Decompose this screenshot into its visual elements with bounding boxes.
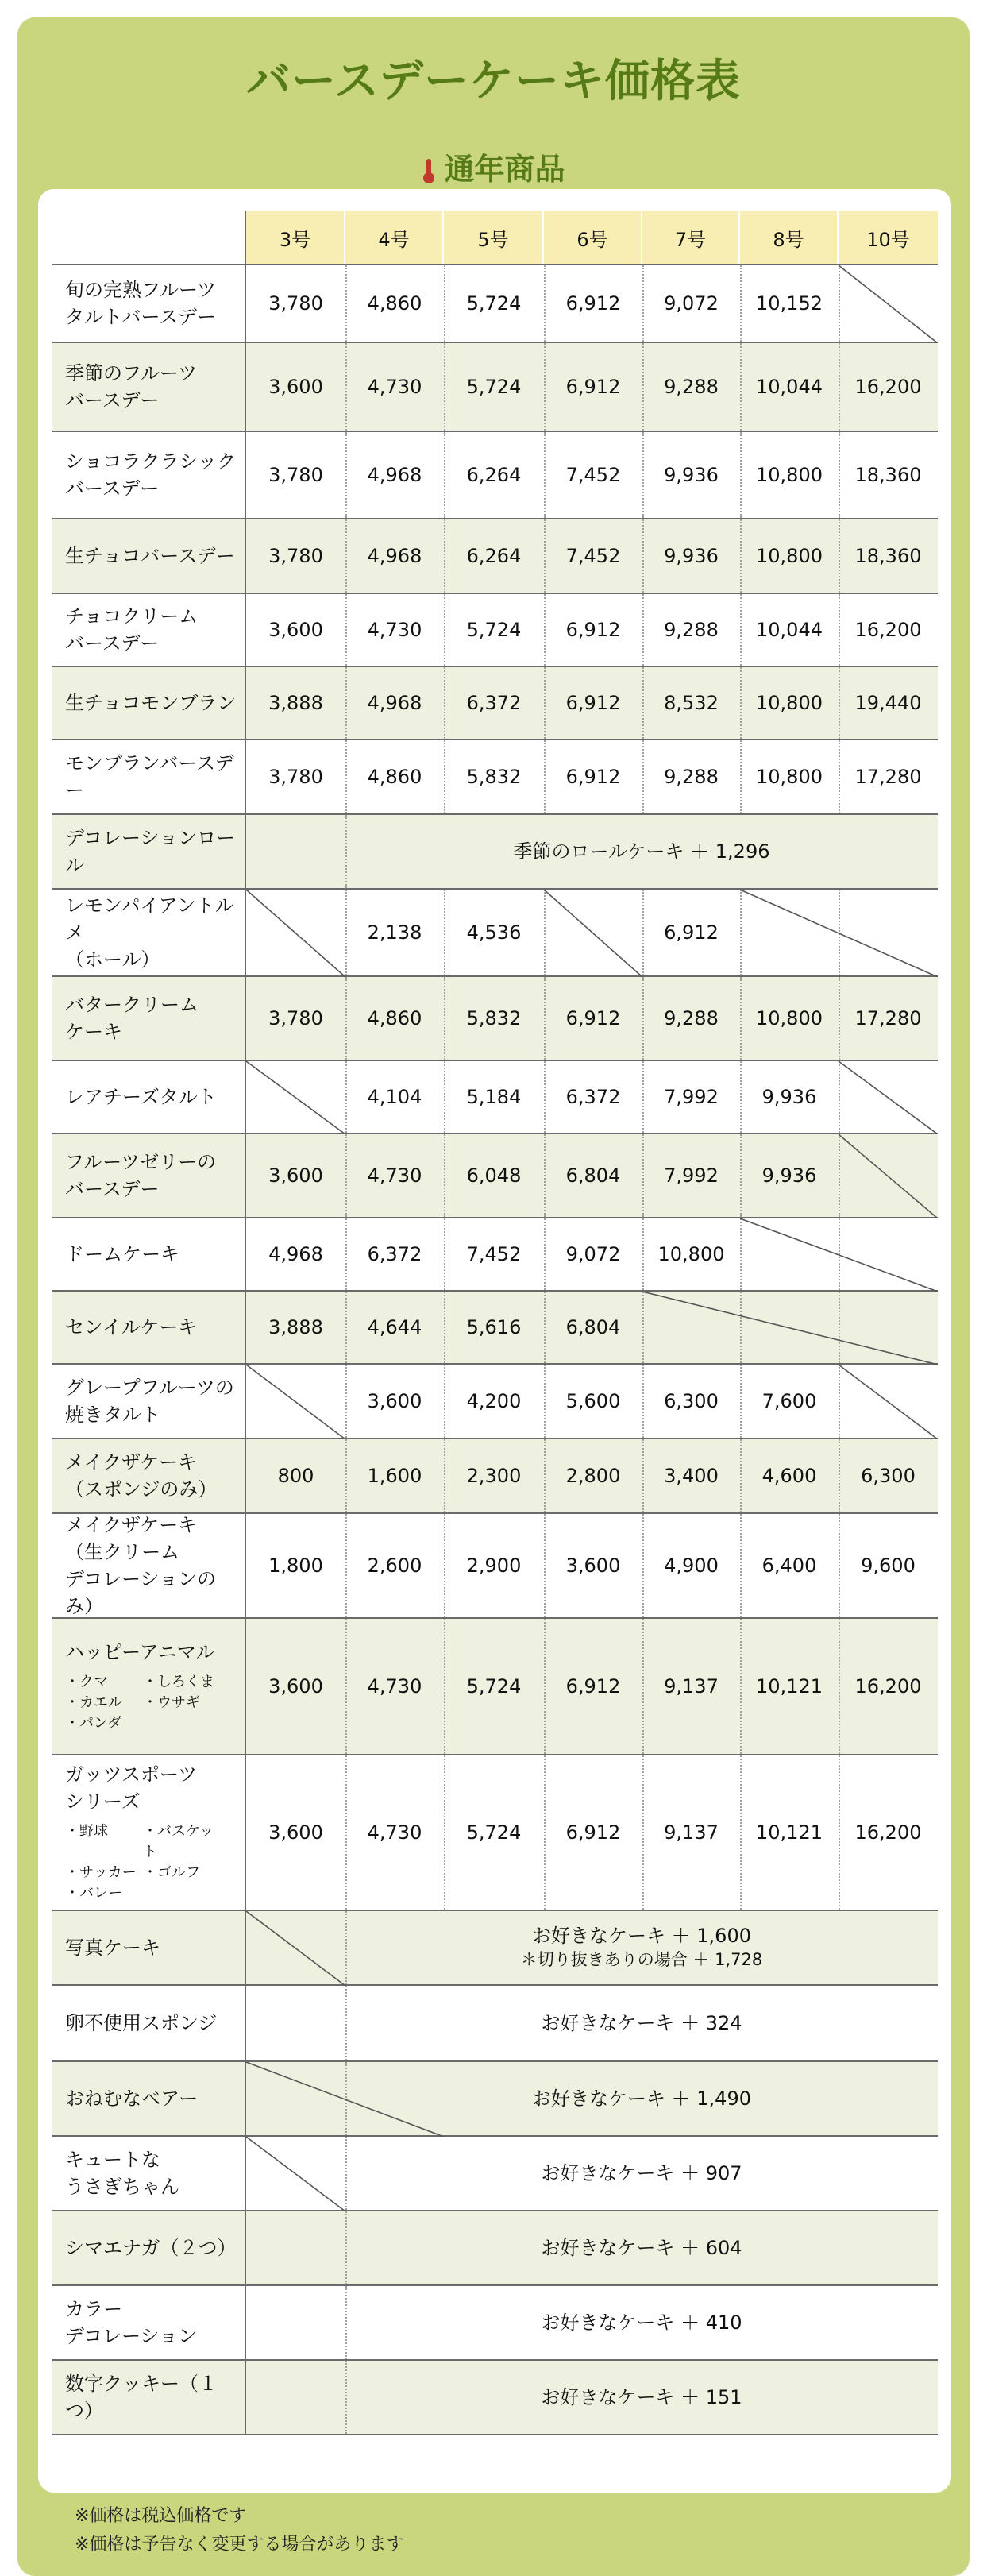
table-row: [52, 2137, 938, 2211]
addon-price-line: ＊切り抜きありの場合 ＋ 1,728: [520, 1950, 763, 1969]
unavailable-marks: [52, 890, 938, 977]
product-name-line: ショコラクラシック: [65, 450, 237, 473]
addon-price-line: お好きなケーキ ＋ 604: [541, 2237, 742, 2259]
price-cell: 7,452: [565, 545, 621, 567]
table-row: [52, 1061, 938, 1134]
price-cell: 16,200: [854, 619, 922, 641]
addon-price: [345, 2361, 938, 2434]
subtitle-text: 通年商品: [444, 152, 565, 187]
price-cell: 7,452: [565, 464, 621, 486]
variant-item: ・カエル: [65, 1694, 122, 1711]
price-cell: 6,372: [565, 1086, 621, 1108]
product-name-line: メイクザケーキ: [65, 1451, 198, 1473]
product-name-line: （スポンジのみ）: [65, 1478, 218, 1500]
product-name-line: 数字クッキー（１つ）: [65, 2373, 218, 2422]
unavailable-marks: [52, 1292, 938, 1365]
unavailable-diagonal: [839, 265, 938, 343]
price-cell: 7,600: [761, 1390, 817, 1412]
unavailable-marks: [52, 1061, 938, 1134]
unavailable-marks: [52, 2137, 938, 2211]
price-cell: 3,780: [268, 766, 323, 788]
price-cell: 6,912: [565, 766, 621, 788]
table-row: [52, 2361, 938, 2435]
product-variants: [65, 1672, 245, 1734]
price-cell: 5,184: [466, 1086, 522, 1108]
product-name-line: 焼きタルト: [65, 1404, 160, 1426]
product-name-line: カラー: [65, 2298, 122, 2320]
price-cell: 6,300: [664, 1390, 719, 1412]
price-cell: 4,730: [367, 619, 422, 641]
product-name-line: 写真ケーキ: [65, 1937, 160, 1959]
product-name: [52, 667, 246, 739]
price-cell: 4,968: [367, 545, 422, 567]
price-cell: 2,300: [466, 1465, 522, 1487]
price-cell: 10,800: [756, 545, 823, 567]
unavailable-diagonal: [246, 1911, 345, 1986]
unavailable-marks: [52, 1365, 938, 1439]
price-cell: 9,072: [664, 292, 719, 315]
price-cell: 4,536: [466, 921, 522, 944]
thermometer-icon: [422, 157, 436, 184]
price-cell: 5,724: [466, 376, 522, 398]
variant-item: ・パンダ: [65, 1715, 122, 1732]
product-name-line: シリーズ: [65, 1790, 141, 1813]
unavailable-marks: [52, 1911, 938, 1986]
product-name-line: チョコクリーム: [65, 605, 199, 628]
size-header: 10号: [839, 211, 938, 264]
price-cell: 6,264: [466, 464, 522, 486]
addon-price-line: お好きなケーキ ＋ 324: [541, 2012, 742, 2034]
addon-price-line: 季節のロールケーキ ＋ 1,296: [513, 840, 770, 863]
price-cell: 10,152: [756, 292, 823, 315]
product-name: [52, 1619, 246, 1754]
price-cell: 6,912: [565, 619, 621, 641]
addon-price: [345, 2286, 938, 2359]
unavailable-marks: [52, 2062, 938, 2137]
product-name: [52, 1439, 246, 1512]
price-cell: 16,200: [854, 1821, 922, 1844]
addon-price-line: お好きなケーキ ＋ 1,600: [532, 1925, 751, 1947]
product-name-line: おねむなベアー: [65, 2087, 199, 2110]
unavailable-diagonal: [839, 1134, 938, 1218]
price-cell: 3,400: [664, 1465, 719, 1487]
price-cell: 6,912: [664, 921, 719, 944]
product-name-line: バタークリーム: [65, 994, 199, 1016]
product-name: [52, 1986, 246, 2060]
price-cell: 2,800: [565, 1465, 621, 1487]
unavailable-diagonal: [246, 890, 345, 977]
price-cell: 9,936: [761, 1086, 817, 1108]
unavailable-marks: [52, 1218, 938, 1292]
table-row: [52, 432, 938, 519]
price-cell: 10,800: [756, 692, 823, 714]
price-cell: 4,730: [367, 1821, 422, 1844]
variant-item: ・バレー: [65, 1885, 122, 1902]
table-row: [52, 519, 938, 594]
product-name: [52, 343, 246, 431]
size-header: 8号: [740, 211, 839, 264]
price-cell: 10,121: [756, 1675, 823, 1697]
price-cell: 8,532: [664, 692, 719, 714]
price-cell: 10,044: [756, 376, 823, 398]
page-title: バースデーケーキ価格表: [245, 56, 742, 107]
price-cell: 17,280: [854, 1007, 922, 1029]
size-header: 3号: [246, 211, 345, 264]
product-name-line: デコレーション: [65, 2325, 198, 2347]
product-variants: [65, 1821, 245, 1904]
price-cell: 9,936: [664, 545, 719, 567]
product-name-line: （生クリーム: [65, 1541, 179, 1563]
footer-note: ※価格は税込価格です: [75, 2506, 247, 2526]
table-row: [52, 1365, 938, 1439]
variant-item: ・サッカー: [65, 1864, 137, 1881]
price-cell: 7,452: [466, 1243, 522, 1265]
size-header: 4号: [345, 211, 444, 264]
price-cell: 10,044: [756, 619, 823, 641]
table-row: [52, 890, 938, 977]
price-cell: 16,200: [854, 1675, 922, 1697]
price-cell: 9,288: [664, 376, 719, 398]
unavailable-marks: [52, 265, 938, 343]
unavailable-diagonal: [839, 1365, 938, 1439]
product-name-line: 生チョコモンブラン: [65, 692, 237, 714]
price-cell: 4,730: [367, 376, 422, 398]
table-row: [52, 2286, 938, 2361]
table-row: [52, 1911, 938, 1986]
product-name-line: デコレーションのみ）: [65, 1568, 217, 1617]
table-row: [52, 815, 938, 890]
section-subtitle: [17, 145, 970, 188]
unavailable-diagonal: [740, 890, 938, 977]
price-cell: 4,968: [367, 692, 422, 714]
price-cell: 9,137: [664, 1821, 719, 1844]
price-cell: 3,780: [268, 292, 323, 315]
table-row: [52, 1439, 938, 1514]
product-name: [52, 2211, 246, 2284]
price-cell: 4,968: [268, 1243, 323, 1265]
price-cell: 3,600: [367, 1390, 422, 1412]
addon-price: [345, 1986, 938, 2060]
unavailable-diagonal: [839, 1061, 938, 1134]
product-name-line: グレープフルーツの: [65, 1377, 234, 1399]
price-cell: 6,912: [565, 376, 621, 398]
price-cell: 7,992: [664, 1164, 719, 1187]
product-name-line: バースデー: [65, 632, 160, 655]
product-name-line: メイクザケーキ: [65, 1514, 198, 1536]
price-cell: 3,600: [565, 1554, 621, 1577]
variant-item: ・ゴルフ: [143, 1864, 200, 1881]
price-cell: 3,780: [268, 464, 323, 486]
price-cell: 6,912: [565, 292, 621, 315]
product-name-line: バースデー: [65, 389, 160, 411]
price-cell: 7,992: [664, 1086, 719, 1108]
price-cell: 5,724: [466, 1821, 522, 1844]
table-row: [52, 667, 938, 740]
table-row: [52, 1619, 938, 1755]
table-row: [52, 2062, 938, 2137]
unavailable-diagonal: [246, 2062, 444, 2137]
addon-price-line: お好きなケーキ ＋ 1,490: [532, 2087, 751, 2110]
size-header: 7号: [642, 211, 740, 264]
price-cell: 3,600: [268, 1675, 323, 1697]
price-cell: 4,860: [367, 1007, 422, 1029]
price-cell: 9,936: [761, 1164, 817, 1187]
price-cell: 6,912: [565, 692, 621, 714]
price-cell: 6,804: [565, 1316, 621, 1338]
product-name: [52, 519, 246, 593]
product-name-line: デコレーションロール: [65, 827, 236, 876]
price-cell: 2,900: [466, 1554, 522, 1577]
unavailable-diagonal: [246, 1061, 345, 1134]
unavailable-diagonal: [740, 1218, 938, 1292]
price-cell: 9,600: [861, 1554, 916, 1577]
price-cell: 3,780: [268, 1007, 323, 1029]
addon-price: [345, 815, 938, 888]
footer-notes: [75, 2502, 403, 2559]
price-cell: 9,288: [664, 766, 719, 788]
table-row: [52, 1134, 938, 1218]
price-cell: 6,048: [466, 1164, 522, 1187]
price-cell: 2,600: [367, 1554, 422, 1577]
price-cell: 10,800: [756, 766, 823, 788]
price-cell: 18,360: [854, 464, 922, 486]
table-header-row: [52, 211, 938, 265]
product-name-line: バースデー: [65, 477, 160, 500]
price-cell: 19,440: [854, 692, 922, 714]
unavailable-diagonal: [246, 2137, 345, 2211]
table-row: [52, 265, 938, 343]
product-name-line: ハッピーアニマル: [65, 1641, 215, 1663]
price-cell: 4,104: [367, 1086, 422, 1108]
price-cell: 4,860: [367, 766, 422, 788]
price-cell: 5,724: [466, 619, 522, 641]
table-row: [52, 1755, 938, 1911]
price-cell: 10,121: [756, 1821, 823, 1844]
product-name-line: 生チョコバースデー: [65, 545, 235, 567]
unavailable-marks: [52, 1134, 938, 1218]
price-cell: 5,616: [466, 1316, 522, 1338]
addon-price-line: お好きなケーキ ＋ 151: [541, 2386, 742, 2408]
price-cell: 4,200: [466, 1390, 522, 1412]
price-cell: 16,200: [854, 376, 922, 398]
table-row: [52, 740, 938, 815]
product-name-line: ドームケーキ: [65, 1243, 179, 1265]
price-cell: 3,888: [268, 692, 323, 714]
table-row: [52, 343, 938, 432]
table-row: [52, 1986, 938, 2062]
price-cell: 9,072: [565, 1243, 621, 1265]
product-name-line: ケーキ: [65, 1021, 122, 1043]
price-cell: 5,832: [466, 1007, 522, 1029]
variant-item: ・野球: [65, 1823, 108, 1840]
unavailable-diagonal: [544, 890, 642, 977]
product-name: [52, 1514, 246, 1617]
price-cell: 4,730: [367, 1675, 422, 1697]
price-cell: 4,900: [664, 1554, 719, 1577]
product-name-line: うさぎちゃん: [65, 2176, 179, 2198]
table-row: [52, 2211, 938, 2286]
unavailable-diagonal: [642, 1292, 938, 1365]
price-cell: 6,400: [761, 1554, 817, 1577]
price-cell: 4,730: [367, 1164, 422, 1187]
addon-price: [345, 2211, 938, 2284]
product-name-line: 卵不使用スポンジ: [65, 2012, 218, 2034]
product-name-line: 旬の完熟フルーツ: [65, 279, 217, 301]
product-name: [52, 815, 246, 888]
price-cell: 9,288: [664, 619, 719, 641]
price-cell: 3,600: [268, 376, 323, 398]
unavailable-diagonal: [246, 1365, 345, 1439]
price-cell: 4,860: [367, 292, 422, 315]
product-name-line: モンブランバースデー: [65, 752, 234, 801]
price-cell: 3,600: [268, 619, 323, 641]
product-name-line: シマエナガ（２つ）: [65, 2237, 237, 2259]
price-cell: 6,264: [466, 545, 522, 567]
table-row: [52, 1218, 938, 1292]
price-cell: 6,372: [466, 692, 522, 714]
price-cell: 3,600: [268, 1164, 323, 1187]
variant-item: ・しろくま: [143, 1674, 214, 1690]
variant-item: ・ウサギ: [143, 1694, 200, 1711]
price-cell: 5,832: [466, 766, 522, 788]
table-row: [52, 1292, 938, 1365]
size-header: 5号: [444, 211, 544, 264]
price-cell: 6,300: [861, 1465, 916, 1487]
addon-price-line: お好きなケーキ ＋ 410: [541, 2311, 742, 2334]
price-cell: 3,888: [268, 1316, 323, 1338]
price-cell: 6,912: [565, 1821, 621, 1844]
price-cell: 1,800: [268, 1554, 323, 1577]
price-cell: 4,968: [367, 464, 422, 486]
price-cell: 10,800: [756, 464, 823, 486]
price-cell: 2,138: [367, 921, 422, 944]
price-cell: 10,800: [657, 1243, 725, 1265]
price-cell: 6,804: [565, 1164, 621, 1187]
product-name: [52, 2286, 246, 2359]
product-name: [52, 1755, 246, 1910]
product-name-line: フルーツゼリーの: [65, 1151, 217, 1173]
product-name-line: タルトバースデー: [65, 306, 216, 328]
product-name: [52, 594, 246, 666]
product-name-line: レアチーズタルト: [65, 1086, 217, 1108]
price-cell: 3,600: [268, 1821, 323, 1844]
price-cell: 4,644: [367, 1316, 422, 1338]
price-cell: 5,600: [565, 1390, 621, 1412]
header-corner: [52, 211, 246, 264]
price-cell: 9,288: [664, 1007, 719, 1029]
price-cell: 1,600: [367, 1465, 422, 1487]
variant-item: ・クマ: [65, 1674, 108, 1690]
price-cell: 6,912: [565, 1675, 621, 1697]
product-name-line: キュートな: [65, 2149, 160, 2171]
price-cell: 10,800: [756, 1007, 823, 1029]
price-cell: 5,724: [466, 1675, 522, 1697]
product-name-line: レモンパイアントルメ: [65, 894, 234, 944]
variant-item: ・バスケット: [143, 1823, 214, 1860]
price-cell: 9,936: [664, 464, 719, 486]
table-row: [52, 594, 938, 667]
price-cell: 3,780: [268, 545, 323, 567]
price-cell: 6,912: [565, 1007, 621, 1029]
product-name: [52, 977, 246, 1060]
product-name-line: 季節のフルーツ: [65, 362, 198, 384]
product-name: [52, 740, 246, 813]
price-cell: 6,372: [367, 1243, 422, 1265]
footer-note: ※価格は予告なく変更する場合があります: [75, 2535, 404, 2555]
price-cell: 4,600: [761, 1465, 817, 1487]
addon-price-line: お好きなケーキ ＋ 907: [541, 2162, 742, 2184]
table-row: [52, 977, 938, 1061]
price-cell: 800: [277, 1465, 314, 1487]
price-cell: 18,360: [854, 545, 922, 567]
product-name-line: センイルケーキ: [65, 1316, 198, 1338]
price-cell: 9,137: [664, 1675, 719, 1697]
product-name: [52, 432, 246, 518]
price-cell: 17,280: [854, 766, 922, 788]
product-name-line: ガッツスポーツ: [65, 1763, 198, 1786]
table-row: [52, 1514, 938, 1619]
product-name-line: バースデー: [65, 1178, 160, 1200]
product-name-line: （ホール）: [65, 948, 160, 971]
product-name: [52, 2361, 246, 2434]
price-cell: 5,724: [466, 292, 522, 315]
size-header: 6号: [544, 211, 642, 264]
